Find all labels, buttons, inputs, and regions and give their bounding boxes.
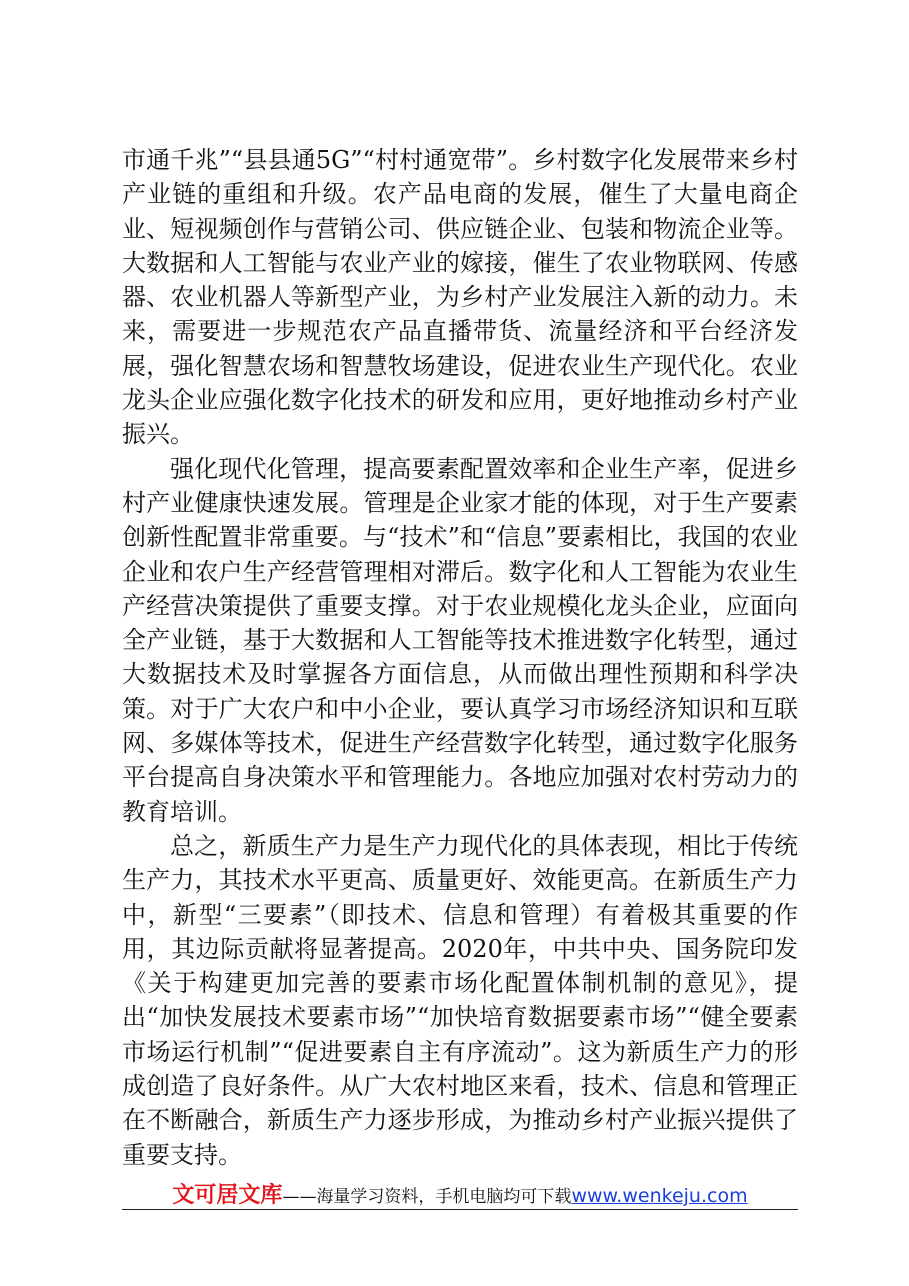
footer-url-link[interactable]: www.wenkeju.com <box>571 1185 748 1207</box>
paragraph-3: 总之，新质生产力是生产力现代化的具体表现，相比于传统生产力，其技术水平更高、质量更好、效能更高。在新质生产力中，新型“三要素”（即技术、信息和管理）有着极其重要的作用，其边际贡献将显著提高。2020年，中共中央、国务院印发《关于构建更加完善的要素市场化配置体制机制的意见》，提出“加快发展技术要素市场”“加快培育数据要素市场”“健全要素市场运行机制”“促进要素自主有序流动”。这为新质生产力的形成创造了良好条件。从广大农村地区来看，技术、信息和管理正在不断融合，新质生产力逐步形成，为推动乡村产业振兴提供了重要支持。 <box>122 831 798 1169</box>
footer-banner <box>122 1178 798 1209</box>
paragraph-1: 市通千兆”“县县通5G”“村村通宽带”。乡村数字化发展带来乡村产业链的重组和升级。农产品电商的发展，催生了大量电商企业、短视频创作与营销公司、供应链企业、包装和物流企业等。大数据和人工智能与农业产业的嫁接，催生了农业物联网、传感器、农业机器人等新型产业，为乡村产业发展注入新的动力。未来，需要进一步规范农产品直播带货、流量经济和平台经济发展，强化智慧农场和智慧牧场建设，促进农业生产现代化。农业龙头企业应强化数字化技术的研发和应用，更好地推动乡村产业振兴。 <box>122 146 798 449</box>
document-body <box>122 143 798 1172</box>
footer-slogan: ——海量学习资料，手机电脑均可下载 <box>282 1187 572 1207</box>
footer-brand: 文可居文库 <box>172 1183 283 1208</box>
footer-divider <box>122 1209 798 1210</box>
paragraph-2: 强化现代化管理，提高要素配置效率和企业生产率，促进乡村产业健康快速发展。管理是企业家才能的体现，对于生产要素创新性配置非常重要。与“技术”和“信息”要素相比，我国的农业企业和农户生产经营管理相对滞后。数字化和人工智能为农业生产经营决策提供了重要支撑。对于农业规模化龙头企业，应面向全产业链，基于大数据和人工智能等技术推进数字化转型，通过大数据技术及时掌握各方面信息，从而做出理性预期和科学决策。对于广大农户和中小企业，要认真学习市场经济知识和互联网、多媒体等技术，促进生产经营数字化转型，通过数字化服务平台提高自身决策水平和管理能力。各地应加强对农村劳动力的教育培训。 <box>122 454 798 826</box>
